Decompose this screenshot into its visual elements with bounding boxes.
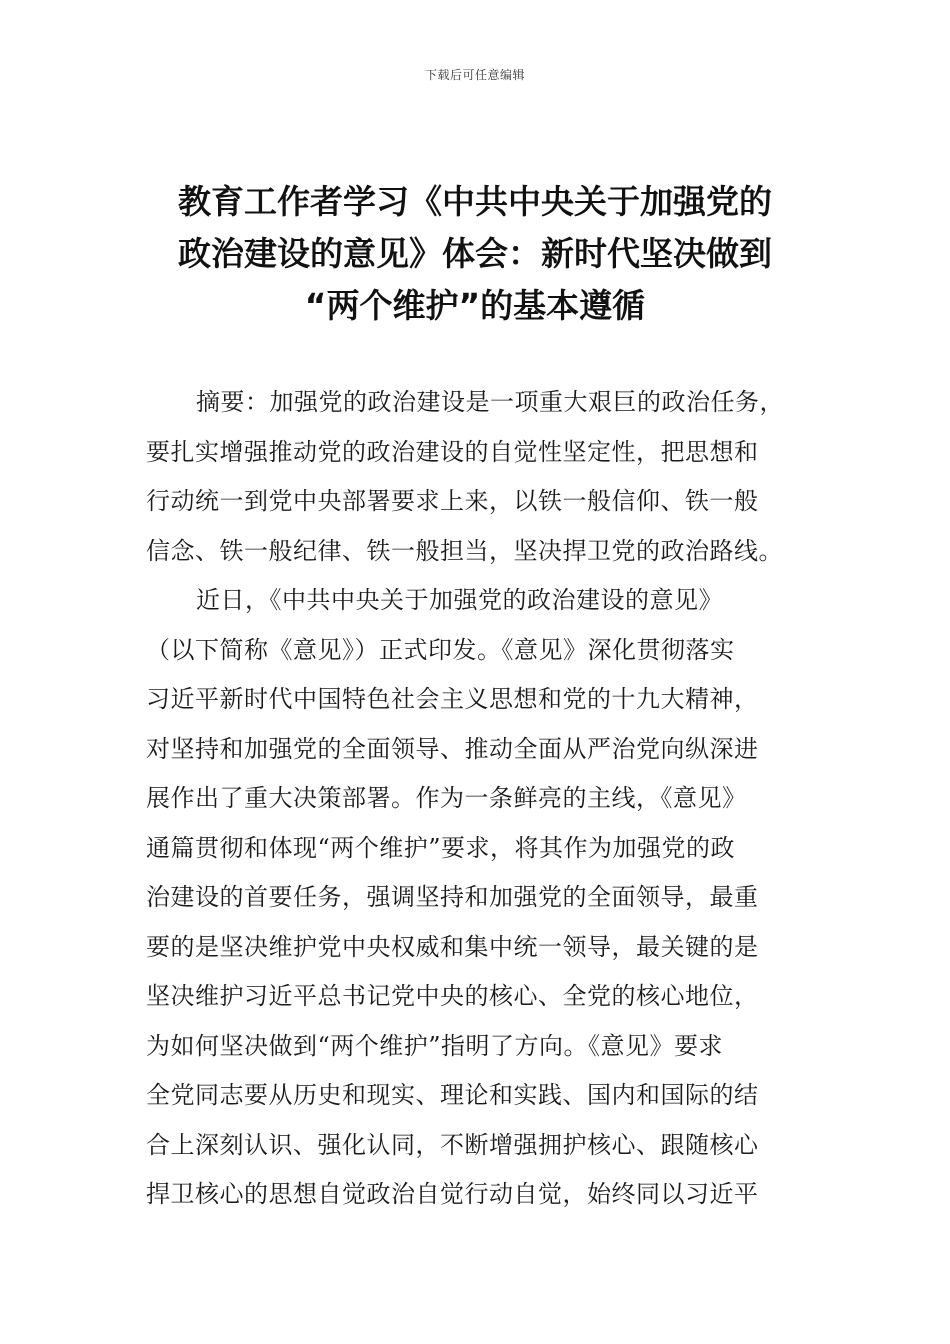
header-note: 下载后可任意编辑 <box>424 68 525 82</box>
paragraph-line: 合上深刻认识、强化认同，不断增强拥护核心、跟随核心 <box>146 1130 759 1159</box>
abstract-line: 要扎实增强推动党的政治建设的自觉性坚定性，把思想和 <box>146 437 759 466</box>
paragraph-line: 为如何坚决做到“两个维护”指明了方向。《意见》要求 <box>146 1031 724 1060</box>
title-line: 政治建设的意见》体会：新时代坚决做到 <box>178 234 772 273</box>
paragraph-line: 对坚持和加强党的全面领导、推动全面从严治党向纵深进 <box>146 734 759 763</box>
document-body <box>146 378 810 1220</box>
paragraph-line: 捍卫核心的思想自觉政治自觉行动自觉，始终同以习近平 <box>146 1180 759 1208</box>
document-title <box>120 176 830 332</box>
paragraph-line: 展作出了重大决策部署。作为一条鲜亮的主线，《意见》 <box>146 784 747 812</box>
paragraph-line: 习近平新时代中国特色社会主义思想和党的十九大精神， <box>146 685 759 713</box>
abstract-line: 行动统一到党中央部署要求上来，以铁一般信仰、铁一般 <box>146 487 759 515</box>
paragraph-line: 近日，《中共中央关于加强党的政治建设的意见》 <box>196 586 723 614</box>
title-line: 教育工作者学习《中共中央关于加强党的 <box>178 182 772 221</box>
paragraph-line: 坚决维护习近平总书记党中央的核心、全党的核心地位， <box>146 982 759 1010</box>
paragraph-line: （以下简称《意见》）正式印发。《意见》深化贯彻落实 <box>146 635 735 664</box>
paragraph-line: 通篇贯彻和体现“两个维护”要求，将其作为加强党的政 <box>146 833 736 862</box>
paragraph-line: 要的是坚决维护党中央权威和集中统一领导，最关键的是 <box>146 932 759 961</box>
abstract-line: 信念、铁一般纪律、铁一般担当，坚决捍卫党的政治路线。 <box>146 536 783 565</box>
title-line: “两个维护”的基本遵循 <box>304 286 646 325</box>
paragraph-line: 治建设的首要任务，强调坚持和加强党的全面领导，最重 <box>146 883 759 911</box>
abstract-line: 摘要：加强党的政治建设是一项重大艰巨的政治任务， <box>196 388 784 416</box>
paragraph-line: 全党同志要从历史和现实、理论和实践、国内和国际的结 <box>146 1081 759 1109</box>
